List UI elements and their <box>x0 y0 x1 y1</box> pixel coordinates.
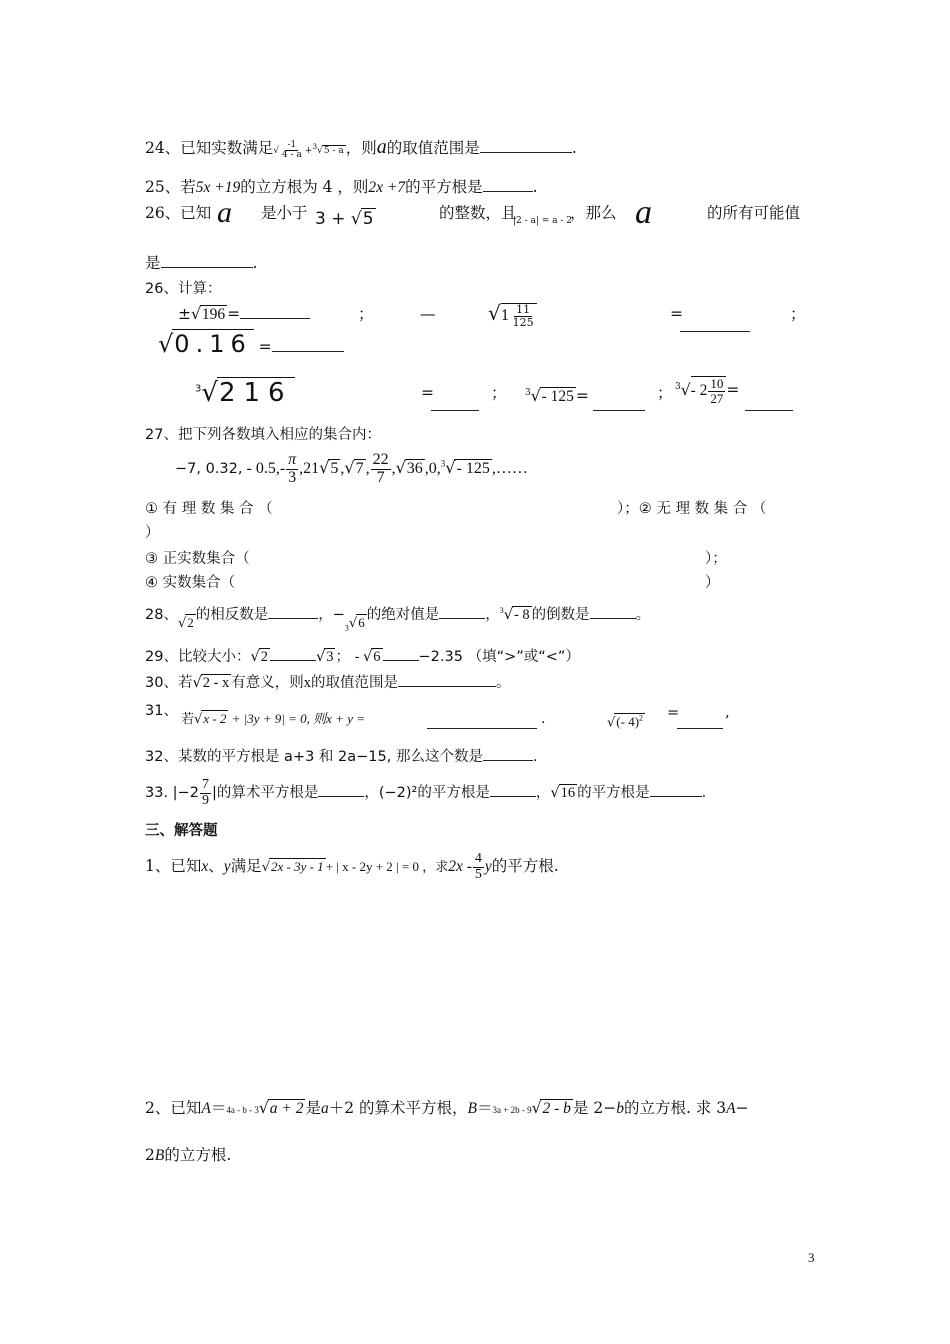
answer-blank[interactable] <box>427 714 537 729</box>
answer-blank[interactable] <box>383 646 419 661</box>
question-24: 24、已知实数满足√ $\frac{-1}{4 - a}$ +$^3$√5 - a ，则a的取值范围是 . <box>145 136 577 160</box>
question-30: 30、若√2 - x 有意义，则x的取值范围是 。 <box>145 672 511 694</box>
calc-row-1: ±√196 = ； — √ 1 $\frac{11}{125}$ = ； <box>178 303 310 326</box>
var-a: a <box>217 196 232 229</box>
question-26b-title: 26、计算： <box>145 281 222 297</box>
q24-text: 24、已知实数满足 <box>145 139 274 157</box>
number-list: −7, 0.32, - 0.5,- $\frac{\pi}{3}$ ,21√5 ,√7 , $\frac{22}{7}$ ,√36 ,0,$^3$√- 125 ,…… <box>175 451 528 486</box>
answer-blank[interactable] <box>431 396 479 411</box>
expr-cbrt-neg125: $^3$√- 125 = <box>525 387 589 406</box>
answer-blank[interactable] <box>161 253 253 268</box>
answer-blank[interactable] <box>490 782 536 797</box>
page-number: 3 <box>808 1250 815 1265</box>
section-title: 三、解答题 <box>145 823 218 839</box>
answer-blank[interactable] <box>439 604 485 619</box>
expr-root-neg4-sq: √(- 4)$^2$ <box>607 714 644 731</box>
answer-blank[interactable] <box>590 604 636 619</box>
expr-root-016: √0.16 <box>158 330 252 358</box>
var-a: a <box>376 136 387 158</box>
var-a-large: a <box>635 194 652 231</box>
answer-blank[interactable] <box>680 317 750 332</box>
answer-blank[interactable] <box>745 396 793 411</box>
expr-2x7: 2x +7 <box>368 179 406 196</box>
answer-blank[interactable] <box>593 396 645 411</box>
set-irrational-close: ） <box>145 525 160 541</box>
answer-blank[interactable] <box>240 304 310 319</box>
answer-blank[interactable] <box>480 138 572 153</box>
answer-blank[interactable] <box>650 782 702 797</box>
question-31: 31、 若√x - 2 + |3y + 9| = 0, 则x + y = . √(- 4)$^2$ = , <box>145 700 178 722</box>
expr-cbrt-216: $^3$√216 <box>195 377 293 408</box>
answer-blank[interactable] <box>398 672 496 687</box>
question-26a: 26、已知 a 是小于 3 + √5 的整数，且 |2 - a| = a - 2 ，那么 a 的所有可能值 <box>145 194 801 231</box>
set-positive-real: ③ 正实数集合（ ）； <box>145 551 727 567</box>
answer-blank[interactable] <box>483 177 533 192</box>
answer-blank[interactable] <box>270 646 316 661</box>
expr-cbrt-mixed: $^3$√ - 2 $\frac{10}{27}$ = <box>675 376 740 406</box>
answer-question-1: 1、已知x、y满足√2x - 3y - 1 + | x - 2y + 2 | = 0 ，求2x - $\frac{4}{5}$ y的平方根. <box>145 851 559 882</box>
answer-blank[interactable] <box>268 604 318 619</box>
calc-row-2: √0.16 = <box>158 333 344 358</box>
question-28: 28、√2 的相反数是 ，$-_3√6$ 的绝对值是 ，$^3$√- 8 的倒数是 。 <box>145 600 650 631</box>
condition-expr: |2 - a| = a - 2 <box>513 216 573 226</box>
calc-row-3: $^3$√216 = ； $^3$√- 125 = ； $^3$√ - 2 $\frac{10}{27}$ = <box>195 378 295 407</box>
set-rational: ① 有 理 数 集 合 （ ）；② 无 理 数 集 合 （ <box>145 501 767 517</box>
answer-blank[interactable] <box>677 714 723 729</box>
expr-3-plus-root5: 3 + √5 <box>315 209 374 229</box>
answer-question-2-line2: 2B的立方根. <box>145 1146 232 1164</box>
answer-blank[interactable] <box>483 746 533 761</box>
expr-5x19: 5x +19 <box>195 179 241 196</box>
question-33: 33. |−2 $\frac{7}{9}$ |的算术平方根是 ，(−2)²的平方根是 ，√16 的平方根是 . <box>145 777 707 808</box>
answer-blank[interactable] <box>318 782 364 797</box>
set-real: ④ 实数集合（ ） <box>145 575 720 591</box>
question-25: 25、若5x +19的立方根为 4 ，则2x +7的平方根是 . <box>145 178 538 196</box>
question-26a-line2: 是 . <box>145 254 258 272</box>
question-32: 32、某数的平方根是 a+3 和 2a−15, 那么这个数是 . <box>145 746 538 768</box>
answer-question-2: 2、已知A＝4a - b - 3√a + 2 是a＋2 的算术平方根，B＝3a + 2b - 9√2 - b 是 2−b的立方根. 求 3A− <box>145 1099 749 1117</box>
question-27-title: 27、把下列各数填入相应的集合内： <box>145 427 381 443</box>
expr-31: 若√x - 2 + |3y + 9| = 0, 则x + y = <box>181 711 365 727</box>
expr-root-mixed: √ 1 $\frac{11}{125}$ <box>488 302 537 328</box>
question-29: 29、比较大小：√2 √3 ； - √6 −2.35 （填“>”或“<”） <box>145 646 580 668</box>
answer-blank[interactable] <box>272 337 344 352</box>
q24-expression: √ $\frac{-1}{4 - a}$ +$^3$√5 - a <box>273 139 344 160</box>
